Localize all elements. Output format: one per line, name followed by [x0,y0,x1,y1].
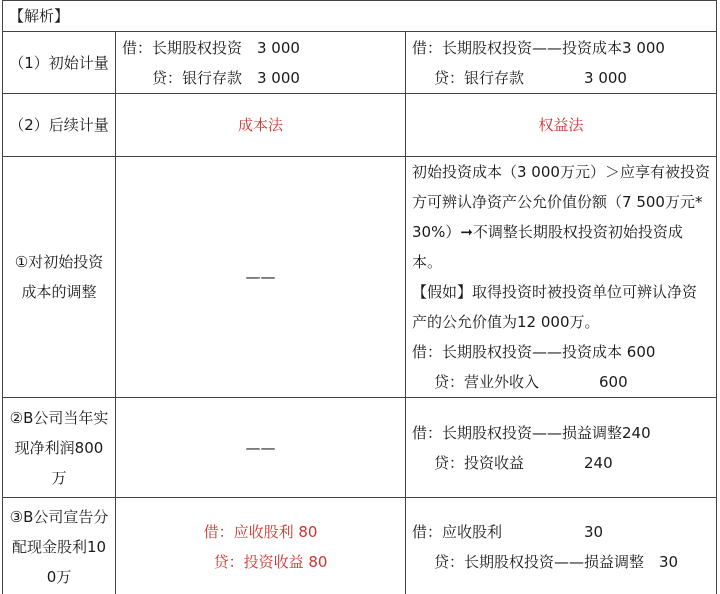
cost-dividend-entry [116,498,406,594]
equity-initial-debit: 借：长期股权投资——投资成本3 000 [412,38,665,57]
equity-adjust-debit: 借：长期股权投资——投资成本 600 [412,343,656,361]
equity-dividend-debit-amount: 30 [584,522,604,541]
equity-profit-debit: 借：长期股权投资——损益调整240 [412,423,651,442]
label-cash-dividend: ③B公司宣告分配现金股利100万 [3,498,116,594]
cost-dividend-debit: 借：应收股利 80 [203,522,318,541]
equity-initial-credit-amount: 3 000 [584,68,627,87]
equity-adjust-credit-amount: 600 [599,373,628,391]
row-net-profit [3,398,717,498]
equity-dividend-debit [412,517,710,547]
cost-profit-empty: —— [116,398,406,498]
equity-adjust-assumption: 【假如】取得投资时被投资单位可辨认净资产的公允价值为12 000万。 [412,283,698,331]
equity-profit-credit [412,448,710,478]
equity-initial-credit-account: 贷：银行存款 [434,68,525,87]
equity-dividend-entry [406,498,717,594]
equity-profit-credit-amount: 240 [584,453,613,472]
row-subsequent-measurement [3,94,717,157]
label-initial-measurement: （1）初始计量 [3,32,116,94]
row-initial-measurement [3,32,717,94]
header-cell: 【解析】 [3,1,717,32]
equity-adjust-credit [412,367,710,397]
equity-initial-credit [412,63,710,93]
label-initial-cost-adjustment: ①对初始投资成本的调整 [3,157,116,398]
equity-adjust-cell [406,157,717,398]
cost-initial-entry [116,32,406,94]
equity-dividend-credit: 贷：长期股权投资——损益调整 30 [434,552,679,571]
cost-initial-credit: 贷：银行存款 3 000 [152,68,300,87]
equity-adjust-credit-account: 贷：营业外收入 [434,373,540,391]
equity-initial-entry [406,32,717,94]
header-row [3,1,717,32]
cost-adjust-empty: —— [116,157,406,398]
row-cash-dividend [3,498,717,594]
equity-profit-entry [406,398,717,498]
cost-method-heading: 成本法 [116,94,406,157]
equity-dividend-debit-account: 借：应收股利 [412,522,503,541]
equity-method-heading: 权益法 [406,94,717,157]
row-initial-cost-adjustment [3,157,717,398]
label-net-profit: ②B公司当年实现净利润800万 [3,398,116,498]
label-subsequent-measurement: （2）后续计量 [3,94,116,157]
solution-table [2,0,717,594]
cost-dividend-credit: 贷：投资收益 80 [213,552,328,571]
cost-initial-debit: 借：长期股权投资 3 000 [122,38,300,57]
equity-adjust-explanation: 初始投资成本（3 000万元）＞应享有被投资方可辨认净资产公允价值份额（7 500万元*30%）➞不调整长期股权投资初始投资成本。 [412,163,710,271]
equity-profit-credit-account: 贷：投资收益 [434,453,525,472]
